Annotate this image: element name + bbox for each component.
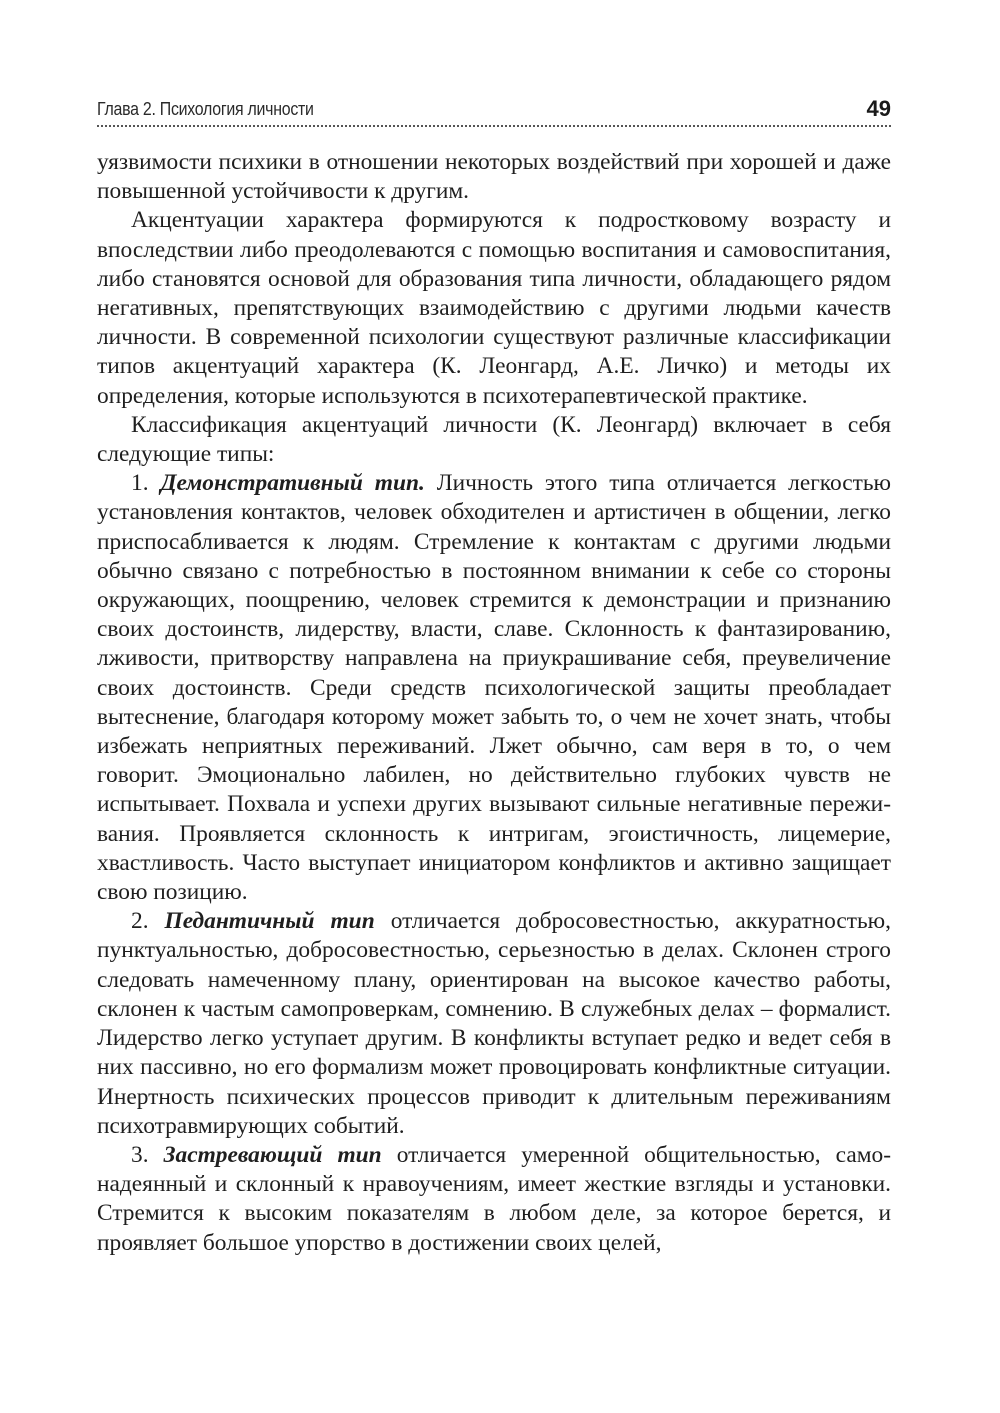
book-page: [97, 86, 891, 1258]
list-item-number: 1.: [131, 470, 149, 497]
list-item-number: 2.: [131, 908, 149, 935]
paragraph-text: Акцентуации характера формируются к подростковому возрасту и впоследствии либо преодолеваются с помощью воспитания и самовоспитания, либо становятся основой для образования типа личности, обладающего рядом негативных, препятствующих взаимодействию с другими людьми качеств личности. В современной психологии существуют различные классификации типов акцентуаций характера (К. Леонгард, А.Е. Личко) и методы их определения, которые используются в психотерапевтической практике.: [97, 207, 891, 409]
list-item-pedantic-type: [97, 907, 891, 1141]
paragraph-text: уязвимости психики в отношении некоторых воздействий при хорошей и даже повышенной устойчивости к другим.: [97, 149, 891, 205]
list-item-demonstrative-type: [97, 469, 891, 907]
chapter-title: Глава 2. Психология личности: [97, 98, 314, 119]
body-text: [97, 148, 891, 1258]
list-item-number: 3.: [131, 1141, 149, 1168]
paragraph-continuation: [97, 148, 891, 206]
list-item-stuck-type: [97, 1141, 891, 1258]
paragraph-text: отличается умеренной общительностью, самонадеянный и склонный к нравоучениям, имеет жесткие взгляды и установки. Стремится к высоким показателям в любом деле, за которое берется, и проявляет большое упорство в достижении своих целей,: [97, 1141, 891, 1256]
term-heading: Застревающий тип: [163, 1141, 382, 1168]
term-heading: Педантичный тип: [164, 908, 375, 935]
running-header: [97, 86, 891, 127]
paragraph-classification: [97, 411, 891, 469]
page-number: 49: [866, 96, 891, 121]
term-heading: Демонстративный тип.: [160, 470, 425, 497]
paragraph-text: отличается добросовестностью, аккуратностью, пунктуальностью, добросовестностью, серьезностью в делах. Склонен строго следовать намеченному плану, ориентирован на высокое качество работы, склонен к частым самопроверкам, сомнению. В служебных делах – формалист. Лидерство легко уступает другим. В конфликты вступает редко и ведет себя в них пассивно, но его формализм может провоцировать конфликтные ситуации. Инертность психических процессов приводит к длительным переживаниям психотравмирующих событий.: [97, 908, 891, 1139]
paragraph-text: Классификация акцентуаций личности (К. Леонгард) включает в себя следующие типы:: [97, 411, 891, 468]
paragraph-accentuations: [97, 206, 891, 410]
paragraph-text: Личность этого типа отличается легкостью установления контактов, человек обходителен и артистичен в общении, легко приспосабливается к людям. Стремление к контактам с другими людьми обычно связано с потребностью в постоянном внимании к себе со стороны окружающих, поощрению, человек стремится к демонстрации и признанию своих достоинств, лидерству, власти, славе. Склонность к фантазированию, лживости, притворству направлена на приукрашивание себя, преувеличение своих достоинств. Среди средств психологической защиты преобладает вытеснение, благодаря которому может забыть то, о чем не хочет знать, чтобы избежать неприятных переживаний. Лжет обычно, сам веря в то, о чем говорит. Эмоционально лабилен, но действительно глубоких чувств не испытывает. Похвала и успехи других вызывают сильные негативные переживания. Проявляется склонность к интригам, эгоистичность, лицемерие, хвастливость. Часто выступает инициатором конфликтов и активно защищает свою позицию.: [97, 470, 891, 906]
